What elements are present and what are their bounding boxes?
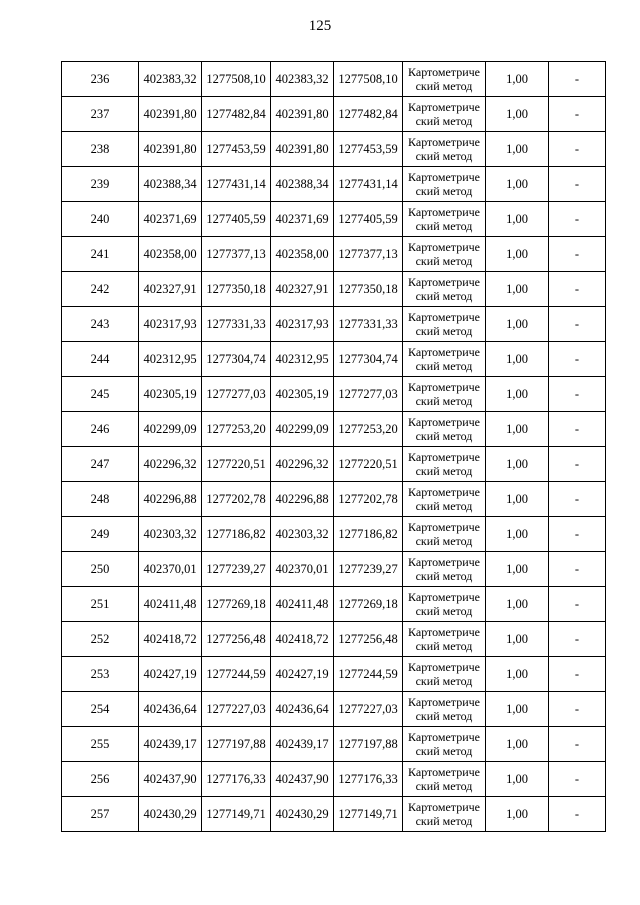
description-cell: - (549, 622, 606, 657)
method-line-2: ский метод (415, 709, 473, 723)
method-line-1: Картометриче (408, 240, 480, 254)
point-number-cell: 242 (62, 272, 139, 307)
y-new-cell: 1277331,33 (334, 307, 403, 342)
table-row (62, 167, 606, 202)
point-number-cell: 240 (62, 202, 139, 237)
x-new-cell: 402383,32 (271, 62, 334, 97)
x-existing-cell: 402296,32 (139, 447, 202, 482)
x-existing-cell: 402411,48 (139, 587, 202, 622)
point-number-cell: 256 (62, 762, 139, 797)
point-number-cell: 244 (62, 342, 139, 377)
x-new-cell: 402299,09 (271, 412, 334, 447)
y-new-cell: 1277508,10 (334, 62, 403, 97)
table-row (62, 62, 606, 97)
y-new-cell: 1277149,71 (334, 797, 403, 832)
x-new-cell: 402439,17 (271, 727, 334, 762)
x-new-cell: 402296,32 (271, 447, 334, 482)
y-existing-cell: 1277482,84 (202, 97, 271, 132)
method-cell (403, 237, 486, 272)
x-new-cell: 402391,80 (271, 97, 334, 132)
error-cell: 1,00 (486, 62, 549, 97)
error-cell: 1,00 (486, 202, 549, 237)
table-row (62, 692, 606, 727)
error-cell: 1,00 (486, 727, 549, 762)
y-new-cell: 1277269,18 (334, 587, 403, 622)
y-existing-cell: 1277253,20 (202, 412, 271, 447)
point-number-cell: 241 (62, 237, 139, 272)
method-line-1: Картометриче (408, 65, 480, 79)
error-cell: 1,00 (486, 377, 549, 412)
x-new-cell: 402391,80 (271, 132, 334, 167)
y-new-cell: 1277244,59 (334, 657, 403, 692)
x-new-cell: 402358,00 (271, 237, 334, 272)
x-existing-cell: 402391,80 (139, 132, 202, 167)
y-existing-cell: 1277244,59 (202, 657, 271, 692)
description-cell: - (549, 167, 606, 202)
x-existing-cell: 402370,01 (139, 552, 202, 587)
point-number-cell: 239 (62, 167, 139, 202)
table-row (62, 307, 606, 342)
point-number-cell: 257 (62, 797, 139, 832)
x-existing-cell: 402305,19 (139, 377, 202, 412)
x-existing-cell: 402317,93 (139, 307, 202, 342)
y-new-cell: 1277453,59 (334, 132, 403, 167)
page-number: 125 (308, 18, 332, 34)
y-existing-cell: 1277304,74 (202, 342, 271, 377)
x-existing-cell: 402296,88 (139, 482, 202, 517)
point-number-cell: 252 (62, 622, 139, 657)
coordinates-table (61, 61, 606, 832)
description-cell: - (549, 692, 606, 727)
method-line-1: Картометриче (408, 695, 480, 709)
x-new-cell: 402296,88 (271, 482, 334, 517)
method-cell (403, 447, 486, 482)
y-new-cell: 1277253,20 (334, 412, 403, 447)
x-existing-cell: 402437,90 (139, 762, 202, 797)
y-new-cell: 1277350,18 (334, 272, 403, 307)
x-new-cell: 402418,72 (271, 622, 334, 657)
y-existing-cell: 1277453,59 (202, 132, 271, 167)
method-line-2: ский метод (415, 254, 473, 268)
x-existing-cell: 402303,32 (139, 517, 202, 552)
error-cell: 1,00 (486, 552, 549, 587)
method-cell (403, 657, 486, 692)
description-cell: - (549, 762, 606, 797)
description-cell: - (549, 97, 606, 132)
method-line-1: Картометриче (408, 520, 480, 534)
method-line-1: Картометриче (408, 625, 480, 639)
description-cell: - (549, 132, 606, 167)
description-cell: - (549, 272, 606, 307)
method-line-2: ский метод (415, 289, 473, 303)
method-line-1: Картометриче (408, 555, 480, 569)
method-line-2: ский метод (415, 604, 473, 618)
method-cell (403, 62, 486, 97)
method-cell (403, 132, 486, 167)
y-existing-cell: 1277508,10 (202, 62, 271, 97)
table-row (62, 237, 606, 272)
method-line-2: ский метод (415, 674, 473, 688)
table-row (62, 797, 606, 832)
method-line-2: ский метод (415, 569, 473, 583)
table-row (62, 762, 606, 797)
y-existing-cell: 1277220,51 (202, 447, 271, 482)
point-number-cell: 243 (62, 307, 139, 342)
x-new-cell: 402305,19 (271, 377, 334, 412)
method-line-2: ский метод (415, 429, 473, 443)
y-new-cell: 1277176,33 (334, 762, 403, 797)
x-existing-cell: 402312,95 (139, 342, 202, 377)
method-line-1: Картометриче (408, 450, 480, 464)
method-line-1: Картометриче (408, 310, 480, 324)
y-existing-cell: 1277186,82 (202, 517, 271, 552)
method-cell (403, 167, 486, 202)
error-cell: 1,00 (486, 97, 549, 132)
y-new-cell: 1277405,59 (334, 202, 403, 237)
method-line-2: ский метод (415, 394, 473, 408)
table-row (62, 342, 606, 377)
y-new-cell: 1277239,27 (334, 552, 403, 587)
x-existing-cell: 402327,91 (139, 272, 202, 307)
table-row (62, 272, 606, 307)
point-number-cell: 251 (62, 587, 139, 622)
point-number-cell: 238 (62, 132, 139, 167)
y-new-cell: 1277202,78 (334, 482, 403, 517)
description-cell: - (549, 657, 606, 692)
y-existing-cell: 1277331,33 (202, 307, 271, 342)
y-new-cell: 1277197,88 (334, 727, 403, 762)
x-existing-cell: 402391,80 (139, 97, 202, 132)
method-cell (403, 412, 486, 447)
error-cell: 1,00 (486, 657, 549, 692)
error-cell: 1,00 (486, 237, 549, 272)
method-line-1: Картометриче (408, 380, 480, 394)
y-new-cell: 1277186,82 (334, 517, 403, 552)
y-existing-cell: 1277405,59 (202, 202, 271, 237)
description-cell: - (549, 62, 606, 97)
error-cell: 1,00 (486, 517, 549, 552)
x-new-cell: 402430,29 (271, 797, 334, 832)
method-cell (403, 692, 486, 727)
method-line-2: ский метод (415, 464, 473, 478)
y-existing-cell: 1277202,78 (202, 482, 271, 517)
x-existing-cell: 402299,09 (139, 412, 202, 447)
y-existing-cell: 1277277,03 (202, 377, 271, 412)
description-cell: - (549, 517, 606, 552)
method-cell (403, 377, 486, 412)
method-cell (403, 517, 486, 552)
method-cell (403, 342, 486, 377)
method-cell (403, 622, 486, 657)
x-existing-cell: 402439,17 (139, 727, 202, 762)
method-line-1: Картометриче (408, 170, 480, 184)
description-cell: - (549, 377, 606, 412)
point-number-cell: 236 (62, 62, 139, 97)
method-line-1: Картометриче (408, 275, 480, 289)
error-cell: 1,00 (486, 482, 549, 517)
point-number-cell: 255 (62, 727, 139, 762)
x-existing-cell: 402427,19 (139, 657, 202, 692)
y-existing-cell: 1277239,27 (202, 552, 271, 587)
error-cell: 1,00 (486, 412, 549, 447)
method-line-2: ский метод (415, 79, 473, 93)
x-existing-cell: 402436,64 (139, 692, 202, 727)
table-row (62, 517, 606, 552)
y-new-cell: 1277377,13 (334, 237, 403, 272)
method-line-1: Картометриче (408, 100, 480, 114)
point-number-cell: 253 (62, 657, 139, 692)
table-row (62, 132, 606, 167)
y-existing-cell: 1277149,71 (202, 797, 271, 832)
x-new-cell: 402437,90 (271, 762, 334, 797)
table-row (62, 377, 606, 412)
x-new-cell: 402427,19 (271, 657, 334, 692)
y-new-cell: 1277431,14 (334, 167, 403, 202)
point-number-cell: 250 (62, 552, 139, 587)
y-new-cell: 1277220,51 (334, 447, 403, 482)
table-row (62, 622, 606, 657)
method-cell (403, 97, 486, 132)
table-row (62, 727, 606, 762)
y-existing-cell: 1277350,18 (202, 272, 271, 307)
error-cell: 1,00 (486, 272, 549, 307)
description-cell: - (549, 587, 606, 622)
x-existing-cell: 402388,34 (139, 167, 202, 202)
point-number-cell: 249 (62, 517, 139, 552)
method-line-1: Картометриче (408, 205, 480, 219)
x-new-cell: 402370,01 (271, 552, 334, 587)
method-cell (403, 482, 486, 517)
method-line-2: ский метод (415, 149, 473, 163)
table-row (62, 552, 606, 587)
y-existing-cell: 1277227,03 (202, 692, 271, 727)
point-number-cell: 246 (62, 412, 139, 447)
description-cell: - (549, 237, 606, 272)
table-row (62, 447, 606, 482)
error-cell: 1,00 (486, 167, 549, 202)
table-row (62, 482, 606, 517)
x-new-cell: 402317,93 (271, 307, 334, 342)
point-number-cell: 237 (62, 97, 139, 132)
error-cell: 1,00 (486, 587, 549, 622)
description-cell: - (549, 552, 606, 587)
method-line-2: ский метод (415, 219, 473, 233)
method-cell (403, 762, 486, 797)
method-line-2: ский метод (415, 814, 473, 828)
x-new-cell: 402388,34 (271, 167, 334, 202)
description-cell: - (549, 447, 606, 482)
error-cell: 1,00 (486, 132, 549, 167)
x-new-cell: 402303,32 (271, 517, 334, 552)
method-line-1: Картометриче (408, 590, 480, 604)
error-cell: 1,00 (486, 447, 549, 482)
method-line-1: Картометриче (408, 135, 480, 149)
method-cell (403, 587, 486, 622)
point-number-cell: 248 (62, 482, 139, 517)
y-existing-cell: 1277176,33 (202, 762, 271, 797)
x-new-cell: 402436,64 (271, 692, 334, 727)
method-line-1: Картометриче (408, 415, 480, 429)
method-line-2: ский метод (415, 744, 473, 758)
coordinates-table-body (62, 62, 606, 832)
table-row (62, 657, 606, 692)
y-existing-cell: 1277377,13 (202, 237, 271, 272)
y-existing-cell: 1277197,88 (202, 727, 271, 762)
table-row (62, 412, 606, 447)
method-line-2: ский метод (415, 114, 473, 128)
method-line-2: ский метод (415, 499, 473, 513)
y-new-cell: 1277277,03 (334, 377, 403, 412)
table-row (62, 97, 606, 132)
method-line-1: Картометриче (408, 800, 480, 814)
method-cell (403, 552, 486, 587)
point-number-cell: 245 (62, 377, 139, 412)
description-cell: - (549, 412, 606, 447)
x-new-cell: 402411,48 (271, 587, 334, 622)
y-existing-cell: 1277431,14 (202, 167, 271, 202)
x-existing-cell: 402371,69 (139, 202, 202, 237)
x-existing-cell: 402383,32 (139, 62, 202, 97)
method-line-1: Картометриче (408, 765, 480, 779)
x-existing-cell: 402358,00 (139, 237, 202, 272)
method-line-1: Картометриче (408, 660, 480, 674)
description-cell: - (549, 797, 606, 832)
method-cell (403, 307, 486, 342)
description-cell: - (549, 202, 606, 237)
point-number-cell: 247 (62, 447, 139, 482)
method-line-2: ский метод (415, 184, 473, 198)
x-new-cell: 402371,69 (271, 202, 334, 237)
y-new-cell: 1277256,48 (334, 622, 403, 657)
y-new-cell: 1277227,03 (334, 692, 403, 727)
x-new-cell: 402312,95 (271, 342, 334, 377)
x-existing-cell: 402430,29 (139, 797, 202, 832)
y-existing-cell: 1277269,18 (202, 587, 271, 622)
method-cell (403, 727, 486, 762)
description-cell: - (549, 727, 606, 762)
method-line-1: Картометриче (408, 345, 480, 359)
error-cell: 1,00 (486, 622, 549, 657)
method-line-1: Картометриче (408, 485, 480, 499)
description-cell: - (549, 482, 606, 517)
table-row (62, 202, 606, 237)
x-existing-cell: 402418,72 (139, 622, 202, 657)
error-cell: 1,00 (486, 762, 549, 797)
error-cell: 1,00 (486, 692, 549, 727)
table-row (62, 587, 606, 622)
description-cell: - (549, 307, 606, 342)
method-line-2: ский метод (415, 779, 473, 793)
y-existing-cell: 1277256,48 (202, 622, 271, 657)
method-line-2: ский метод (415, 639, 473, 653)
method-line-1: Картометриче (408, 730, 480, 744)
x-new-cell: 402327,91 (271, 272, 334, 307)
method-line-2: ский метод (415, 359, 473, 373)
y-new-cell: 1277304,74 (334, 342, 403, 377)
error-cell: 1,00 (486, 797, 549, 832)
method-line-2: ский метод (415, 324, 473, 338)
error-cell: 1,00 (486, 307, 549, 342)
method-cell (403, 797, 486, 832)
error-cell: 1,00 (486, 342, 549, 377)
method-cell (403, 202, 486, 237)
point-number-cell: 254 (62, 692, 139, 727)
description-cell: - (549, 342, 606, 377)
y-new-cell: 1277482,84 (334, 97, 403, 132)
method-line-2: ский метод (415, 534, 473, 548)
method-cell (403, 272, 486, 307)
